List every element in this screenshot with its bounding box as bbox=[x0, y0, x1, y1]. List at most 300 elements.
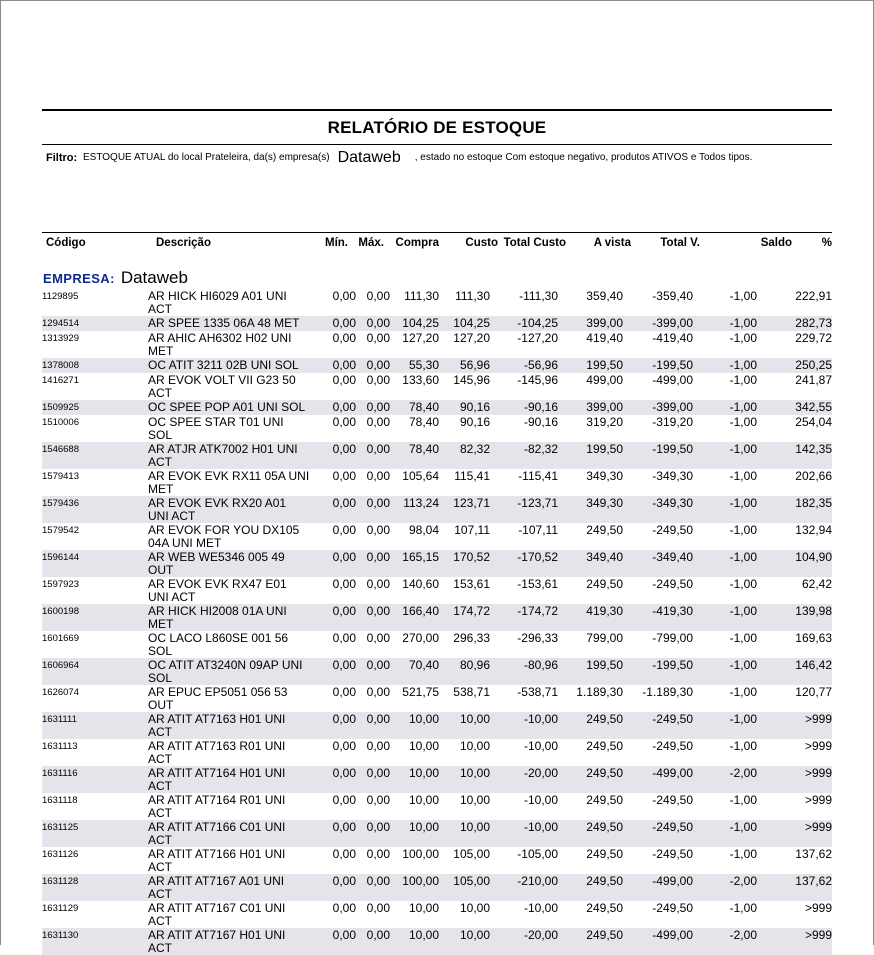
cell-min: 0,00 bbox=[332, 331, 356, 345]
cell-total-v: -199,50 bbox=[652, 442, 693, 456]
cell-pct: 139,98 bbox=[795, 604, 832, 618]
cell-total-custo: -107,11 bbox=[518, 523, 558, 537]
cell-custo: 296,33 bbox=[453, 631, 490, 645]
cell-descricao: AR AHIC AH6302 H02 UNI MET bbox=[148, 331, 292, 358]
filter-text-part-1: ESTOQUE ATUAL do local Prateleira, da(s) empresa(s) bbox=[83, 152, 330, 163]
cell-total-custo: -10,00 bbox=[523, 901, 558, 915]
cell-min: 0,00 bbox=[332, 469, 356, 483]
cell-a-vista: 249,50 bbox=[586, 523, 623, 537]
cell-saldo: -2,00 bbox=[729, 928, 757, 942]
cell-total-custo: -123,71 bbox=[517, 496, 558, 510]
table-row bbox=[42, 523, 832, 550]
cell-total-v: -249,50 bbox=[652, 577, 693, 591]
cell-descricao: AR ATIT AT7166 H01 UNI ACT bbox=[148, 847, 286, 874]
cell-pct: 342,55 bbox=[795, 400, 832, 414]
table-row bbox=[42, 766, 832, 793]
cell-max: 0,00 bbox=[366, 712, 390, 726]
table-row bbox=[42, 901, 832, 928]
cell-descricao: AR ATIT AT7164 R01 UNI ACT bbox=[148, 793, 286, 820]
cell-codigo: 1129895 bbox=[42, 291, 79, 302]
cell-total-custo: -10,00 bbox=[523, 820, 558, 834]
cell-descricao: AR ATIT AT7164 H01 UNI ACT bbox=[148, 766, 286, 793]
cell-custo: 115,41 bbox=[454, 469, 490, 483]
cell-descricao: AR ATIT AT7163 H01 UNI ACT bbox=[148, 712, 286, 739]
cell-descricao: AR SPEE 1335 06A 48 MET bbox=[148, 316, 300, 330]
cell-pct: 254,04 bbox=[795, 415, 832, 429]
cell-total-custo: -153,61 bbox=[517, 577, 558, 591]
table-row bbox=[42, 415, 832, 442]
cell-total-custo: -105,00 bbox=[517, 847, 558, 861]
cell-total-v: -499,00 bbox=[652, 766, 693, 780]
cell-a-vista: 419,40 bbox=[586, 331, 623, 345]
stock-table-body bbox=[42, 289, 832, 955]
table-row bbox=[42, 739, 832, 766]
cell-saldo: -2,00 bbox=[729, 874, 757, 888]
cell-custo: 82,32 bbox=[459, 442, 490, 456]
cell-pct: 282,73 bbox=[795, 316, 832, 330]
cell-min: 0,00 bbox=[332, 766, 356, 780]
cell-a-vista: 199,50 bbox=[586, 658, 623, 672]
cell-min: 0,00 bbox=[332, 685, 356, 699]
table-row bbox=[42, 712, 832, 739]
cell-total-custo: -174,72 bbox=[517, 604, 558, 618]
cell-compra: 10,00 bbox=[408, 712, 439, 726]
cell-total-v: -199,50 bbox=[652, 358, 693, 372]
cell-compra: 127,20 bbox=[402, 331, 439, 345]
cell-max: 0,00 bbox=[366, 793, 390, 807]
cell-custo: 80,96 bbox=[459, 658, 490, 672]
cell-pct: 137,62 bbox=[795, 847, 832, 861]
cell-a-vista: 499,00 bbox=[586, 373, 623, 387]
cell-total-v: -249,50 bbox=[652, 820, 693, 834]
cell-max: 0,00 bbox=[366, 604, 390, 618]
cell-saldo: -1,00 bbox=[729, 469, 757, 483]
cell-min: 0,00 bbox=[332, 847, 356, 861]
cell-total-custo: -10,00 bbox=[523, 793, 558, 807]
cell-max: 0,00 bbox=[366, 550, 390, 564]
cell-min: 0,00 bbox=[332, 874, 356, 888]
cell-saldo: -1,00 bbox=[729, 604, 757, 618]
cell-min: 0,00 bbox=[332, 550, 356, 564]
cell-min: 0,00 bbox=[332, 739, 356, 753]
cell-total-custo: -111,30 bbox=[519, 289, 558, 303]
col-header-pct: % bbox=[821, 237, 832, 249]
cell-pct: 62,42 bbox=[801, 577, 832, 591]
cell-total-v: -249,50 bbox=[652, 739, 693, 753]
cell-total-custo: -80,96 bbox=[523, 658, 558, 672]
cell-codigo: 1579542 bbox=[42, 525, 79, 536]
cell-max: 0,00 bbox=[366, 928, 390, 942]
cell-max: 0,00 bbox=[366, 373, 390, 387]
filter-text-part-2: , estado no estoque Com estoque negativo, produtos ATIVOS e Todos tipos. bbox=[414, 152, 753, 163]
cell-pct: >999 bbox=[804, 793, 832, 807]
cell-a-vista: 319,20 bbox=[586, 415, 623, 429]
table-row bbox=[42, 577, 832, 604]
cell-custo: 10,00 bbox=[459, 928, 490, 942]
cell-pct: 229,72 bbox=[795, 331, 832, 345]
cell-max: 0,00 bbox=[366, 289, 390, 303]
cell-codigo: 1294514 bbox=[42, 318, 79, 329]
filter-company: Dataweb bbox=[337, 149, 401, 166]
cell-a-vista: 199,50 bbox=[586, 442, 623, 456]
cell-a-vista: 399,00 bbox=[586, 316, 623, 330]
cell-a-vista: 799,00 bbox=[586, 631, 623, 645]
cell-saldo: -1,00 bbox=[729, 373, 757, 387]
cell-compra: 113,24 bbox=[403, 496, 439, 510]
cell-a-vista: 249,50 bbox=[586, 739, 623, 753]
cell-total-custo: -10,00 bbox=[523, 739, 558, 753]
cell-descricao: AR EVOK FOR YOU DX105 04A UNI MET bbox=[148, 523, 300, 550]
col-header-total-v: Total V. bbox=[660, 237, 700, 249]
cell-compra: 165,15 bbox=[402, 550, 439, 564]
cell-saldo: -1,00 bbox=[729, 847, 757, 861]
cell-codigo: 1631116 bbox=[42, 768, 78, 779]
cell-total-v: -249,50 bbox=[652, 523, 693, 537]
cell-custo: 90,16 bbox=[459, 400, 490, 414]
table-row bbox=[42, 820, 832, 847]
cell-codigo: 1631128 bbox=[42, 876, 79, 887]
cell-codigo: 1601669 bbox=[42, 633, 79, 644]
cell-total-v: -799,00 bbox=[652, 631, 693, 645]
cell-compra: 270,00 bbox=[402, 631, 439, 645]
cell-total-v: -399,00 bbox=[652, 400, 693, 414]
cell-total-v: -419,40 bbox=[652, 331, 693, 345]
col-header-total-custo: Total Custo bbox=[503, 237, 566, 249]
cell-min: 0,00 bbox=[332, 523, 356, 537]
cell-total-custo: -90,16 bbox=[523, 415, 558, 429]
table-row bbox=[42, 331, 832, 358]
cell-compra: 10,00 bbox=[408, 901, 439, 915]
cell-compra: 55,30 bbox=[408, 358, 439, 372]
cell-codigo: 1579413 bbox=[42, 471, 79, 482]
cell-total-v: -249,50 bbox=[652, 712, 693, 726]
cell-total-v: -199,50 bbox=[652, 658, 693, 672]
cell-a-vista: 249,50 bbox=[586, 847, 623, 861]
cell-custo: 107,11 bbox=[454, 523, 490, 537]
cell-descricao: AR ATIT AT7167 A01 UNI ACT bbox=[148, 874, 285, 901]
table-row bbox=[42, 847, 832, 874]
cell-saldo: -1,00 bbox=[729, 712, 757, 726]
cell-total-v: -499,00 bbox=[652, 928, 693, 942]
cell-descricao: AR HICK HI2008 01A UNI MET bbox=[148, 604, 287, 631]
cell-descricao: AR WEB WE5346 005 49 OUT bbox=[148, 550, 285, 577]
cell-compra: 10,00 bbox=[408, 766, 439, 780]
cell-total-v: -249,50 bbox=[652, 793, 693, 807]
cell-total-custo: -538,71 bbox=[517, 685, 558, 699]
cell-saldo: -1,00 bbox=[729, 820, 757, 834]
cell-custo: 10,00 bbox=[459, 739, 490, 753]
cell-max: 0,00 bbox=[366, 415, 390, 429]
cell-pct: >999 bbox=[804, 766, 832, 780]
cell-total-v: -349,40 bbox=[652, 550, 693, 564]
cell-max: 0,00 bbox=[366, 331, 390, 345]
cell-max: 0,00 bbox=[366, 847, 390, 861]
cell-codigo: 1597923 bbox=[42, 579, 79, 590]
cell-custo: 538,71 bbox=[453, 685, 490, 699]
cell-descricao: OC SPEE STAR T01 UNI SOL bbox=[148, 415, 284, 442]
cell-compra: 100,00 bbox=[402, 874, 439, 888]
table-row bbox=[42, 685, 832, 712]
cell-compra: 10,00 bbox=[408, 928, 439, 942]
cell-total-v: -349,30 bbox=[652, 496, 693, 510]
cell-min: 0,00 bbox=[332, 712, 356, 726]
cell-min: 0,00 bbox=[332, 631, 356, 645]
cell-codigo: 1606964 bbox=[42, 660, 79, 671]
cell-min: 0,00 bbox=[332, 415, 356, 429]
cell-descricao: AR ATIT AT7166 C01 UNI ACT bbox=[148, 820, 286, 847]
cell-max: 0,00 bbox=[366, 400, 390, 414]
cell-total-v: -1.189,30 bbox=[642, 685, 693, 699]
cell-total-v: -499,00 bbox=[652, 373, 693, 387]
cell-saldo: -1,00 bbox=[729, 658, 757, 672]
cell-pct: >999 bbox=[804, 712, 832, 726]
cell-min: 0,00 bbox=[332, 400, 356, 414]
cell-min: 0,00 bbox=[332, 373, 356, 387]
col-header-min: Mín. bbox=[325, 237, 348, 249]
cell-custo: 111,30 bbox=[455, 289, 490, 303]
cell-codigo: 1579436 bbox=[42, 498, 79, 509]
cell-pct: 104,90 bbox=[795, 550, 832, 564]
cell-pct: 146,42 bbox=[795, 658, 832, 672]
cell-total-custo: -20,00 bbox=[523, 928, 558, 942]
cell-saldo: -1,00 bbox=[729, 793, 757, 807]
cell-compra: 111,30 bbox=[404, 289, 439, 303]
cell-pct: 182,35 bbox=[795, 496, 832, 510]
cell-saldo: -1,00 bbox=[729, 577, 757, 591]
cell-custo: 170,52 bbox=[453, 550, 490, 564]
cell-custo: 10,00 bbox=[459, 766, 490, 780]
cell-saldo: -1,00 bbox=[729, 685, 757, 699]
cell-descricao: OC ATIT 3211 02B UNI SOL bbox=[148, 358, 299, 372]
cell-compra: 133,60 bbox=[402, 373, 439, 387]
cell-total-v: -499,00 bbox=[652, 874, 693, 888]
cell-total-custo: -56,96 bbox=[523, 358, 558, 372]
col-header-saldo: Saldo bbox=[760, 237, 792, 249]
cell-pct: 142,35 bbox=[795, 442, 832, 456]
cell-pct: 222,91 bbox=[795, 289, 832, 303]
cell-compra: 10,00 bbox=[408, 739, 439, 753]
cell-a-vista: 249,50 bbox=[586, 820, 623, 834]
company-heading bbox=[43, 268, 188, 288]
cell-pct: >999 bbox=[804, 928, 832, 942]
cell-total-v: -319,20 bbox=[652, 415, 693, 429]
filter-text bbox=[83, 151, 773, 165]
cell-a-vista: 1.189,30 bbox=[576, 685, 623, 699]
cell-min: 0,00 bbox=[332, 442, 356, 456]
cell-total-v: -249,50 bbox=[652, 847, 693, 861]
cell-compra: 78,40 bbox=[408, 400, 439, 414]
cell-max: 0,00 bbox=[366, 523, 390, 537]
cell-a-vista: 249,50 bbox=[586, 766, 623, 780]
cell-codigo: 1631125 bbox=[42, 822, 79, 833]
cell-total-v: -249,50 bbox=[652, 901, 693, 915]
cell-codigo: 1509925 bbox=[42, 402, 79, 413]
cell-pct: 241,87 bbox=[795, 373, 832, 387]
cell-compra: 104,25 bbox=[402, 316, 439, 330]
cell-custo: 123,71 bbox=[453, 496, 490, 510]
table-row bbox=[42, 793, 832, 820]
cell-custo: 10,00 bbox=[459, 712, 490, 726]
cell-compra: 78,40 bbox=[408, 442, 439, 456]
cell-max: 0,00 bbox=[366, 820, 390, 834]
cell-pct: >999 bbox=[804, 739, 832, 753]
cell-total-v: -399,00 bbox=[652, 316, 693, 330]
cell-min: 0,00 bbox=[332, 358, 356, 372]
cell-pct: 250,25 bbox=[795, 358, 832, 372]
cell-compra: 10,00 bbox=[408, 820, 439, 834]
table-row bbox=[42, 316, 832, 331]
company-name: Dataweb bbox=[120, 268, 188, 287]
table-row bbox=[42, 496, 832, 523]
cell-saldo: -2,00 bbox=[729, 766, 757, 780]
cell-a-vista: 249,50 bbox=[586, 874, 623, 888]
table-row bbox=[42, 604, 832, 631]
cell-max: 0,00 bbox=[366, 469, 390, 483]
cell-pct: 120,77 bbox=[795, 685, 832, 699]
cell-custo: 10,00 bbox=[459, 820, 490, 834]
cell-min: 0,00 bbox=[332, 658, 356, 672]
cell-descricao: AR ATIT AT7167 C01 UNI ACT bbox=[148, 901, 286, 928]
cell-codigo: 1631111 bbox=[42, 714, 77, 725]
cell-total-custo: -20,00 bbox=[523, 766, 558, 780]
cell-custo: 56,96 bbox=[459, 358, 490, 372]
cell-custo: 145,96 bbox=[453, 373, 490, 387]
cell-custo: 105,00 bbox=[453, 847, 490, 861]
cell-compra: 100,00 bbox=[402, 847, 439, 861]
cell-saldo: -1,00 bbox=[729, 631, 757, 645]
cell-max: 0,00 bbox=[366, 739, 390, 753]
col-header-codigo: Código bbox=[46, 237, 86, 249]
cell-a-vista: 249,50 bbox=[586, 577, 623, 591]
cell-a-vista: 199,50 bbox=[586, 358, 623, 372]
cell-saldo: -1,00 bbox=[729, 289, 757, 303]
cell-min: 0,00 bbox=[332, 793, 356, 807]
cell-codigo: 1510006 bbox=[42, 417, 79, 428]
title-rule-bottom bbox=[42, 144, 832, 145]
table-row bbox=[42, 442, 832, 469]
cell-max: 0,00 bbox=[366, 685, 390, 699]
cell-pct: 132,94 bbox=[795, 523, 832, 537]
cell-a-vista: 349,30 bbox=[586, 469, 623, 483]
cell-compra: 521,75 bbox=[402, 685, 439, 699]
cell-total-v: -349,30 bbox=[652, 469, 693, 483]
cell-pct: >999 bbox=[804, 901, 832, 915]
cell-a-vista: 349,40 bbox=[586, 550, 623, 564]
cell-codigo: 1631113 bbox=[42, 741, 78, 752]
cell-saldo: -1,00 bbox=[729, 442, 757, 456]
col-header-max: Máx. bbox=[358, 237, 384, 249]
cell-total-custo: -104,25 bbox=[517, 316, 558, 330]
cell-max: 0,00 bbox=[366, 874, 390, 888]
cell-codigo: 1631129 bbox=[42, 903, 79, 914]
cell-codigo: 1378008 bbox=[42, 360, 79, 371]
cell-descricao: AR ATIT AT7163 R01 UNI ACT bbox=[148, 739, 286, 766]
cell-max: 0,00 bbox=[366, 496, 390, 510]
cell-max: 0,00 bbox=[366, 577, 390, 591]
cell-total-custo: -115,41 bbox=[518, 469, 558, 483]
cell-min: 0,00 bbox=[332, 577, 356, 591]
cell-a-vista: 249,50 bbox=[586, 901, 623, 915]
cell-codigo: 1631130 bbox=[42, 930, 79, 941]
cell-pct: 169,63 bbox=[795, 631, 832, 645]
cell-descricao: AR EPUC EP5051 056 53 OUT bbox=[148, 685, 288, 712]
cell-custo: 127,20 bbox=[453, 331, 490, 345]
table-row bbox=[42, 469, 832, 496]
cell-saldo: -1,00 bbox=[729, 358, 757, 372]
cell-saldo: -1,00 bbox=[729, 496, 757, 510]
cell-descricao: AR ATJR ATK7002 H01 UNI ACT bbox=[148, 442, 298, 469]
cell-descricao: OC SPEE POP A01 UNI SOL bbox=[148, 400, 306, 414]
cell-max: 0,00 bbox=[366, 901, 390, 915]
cell-codigo: 1600198 bbox=[42, 606, 79, 617]
cell-a-vista: 419,30 bbox=[586, 604, 623, 618]
cell-pct: 202,66 bbox=[795, 469, 832, 483]
cell-min: 0,00 bbox=[332, 928, 356, 942]
cell-max: 0,00 bbox=[366, 631, 390, 645]
table-row bbox=[42, 874, 832, 901]
cell-saldo: -1,00 bbox=[729, 523, 757, 537]
cell-saldo: -1,00 bbox=[729, 316, 757, 330]
table-row bbox=[42, 658, 832, 685]
table-row bbox=[42, 631, 832, 658]
cell-codigo: 1631126 bbox=[42, 849, 79, 860]
cell-descricao: AR HICK HI6029 A01 UNI ACT bbox=[148, 289, 287, 316]
cell-total-custo: -296,33 bbox=[517, 631, 558, 645]
cell-compra: 70,40 bbox=[408, 658, 439, 672]
cell-compra: 166,40 bbox=[402, 604, 439, 618]
cell-min: 0,00 bbox=[332, 289, 356, 303]
cell-min: 0,00 bbox=[332, 316, 356, 330]
cell-codigo: 1546688 bbox=[42, 444, 79, 455]
cell-pct: 137,62 bbox=[795, 874, 832, 888]
cell-descricao: OC ATIT AT3240N 09AP UNI SOL bbox=[148, 658, 303, 685]
cell-compra: 78,40 bbox=[408, 415, 439, 429]
cell-min: 0,00 bbox=[332, 496, 356, 510]
cell-descricao: AR EVOK EVK RX11 05A UNI MET bbox=[148, 469, 310, 496]
cell-total-custo: -145,96 bbox=[517, 373, 558, 387]
cell-min: 0,00 bbox=[332, 820, 356, 834]
cell-min: 0,00 bbox=[332, 901, 356, 915]
cell-total-v: -419,30 bbox=[652, 604, 693, 618]
cell-saldo: -1,00 bbox=[729, 739, 757, 753]
cell-total-custo: -90,16 bbox=[523, 400, 558, 414]
filter-label: Filtro: bbox=[46, 152, 78, 164]
cell-descricao: OC LACO L860SE 001 56 SOL bbox=[148, 631, 289, 658]
table-row bbox=[42, 928, 832, 955]
cell-codigo: 1596144 bbox=[42, 552, 79, 563]
cell-min: 0,00 bbox=[332, 604, 356, 618]
cell-codigo: 1626074 bbox=[42, 687, 79, 698]
cell-descricao: AR EVOK EVK RX20 A01 UNI ACT bbox=[148, 496, 287, 523]
cell-a-vista: 249,50 bbox=[586, 712, 623, 726]
cell-saldo: -1,00 bbox=[729, 400, 757, 414]
column-header-rule bbox=[42, 232, 832, 233]
cell-custo: 174,72 bbox=[453, 604, 490, 618]
cell-total-custo: -170,52 bbox=[517, 550, 558, 564]
cell-a-vista: 349,30 bbox=[586, 496, 623, 510]
cell-custo: 104,25 bbox=[453, 316, 490, 330]
cell-compra: 105,64 bbox=[402, 469, 439, 483]
cell-compra: 140,60 bbox=[402, 577, 439, 591]
cell-total-custo: -10,00 bbox=[523, 712, 558, 726]
cell-saldo: -1,00 bbox=[729, 550, 757, 564]
cell-descricao: AR ATIT AT7167 H01 UNI ACT bbox=[148, 928, 286, 955]
col-header-compra: Compra bbox=[395, 237, 439, 249]
cell-max: 0,00 bbox=[366, 316, 390, 330]
cell-a-vista: 399,00 bbox=[586, 400, 623, 414]
cell-pct: >999 bbox=[804, 820, 832, 834]
table-row bbox=[42, 400, 832, 415]
